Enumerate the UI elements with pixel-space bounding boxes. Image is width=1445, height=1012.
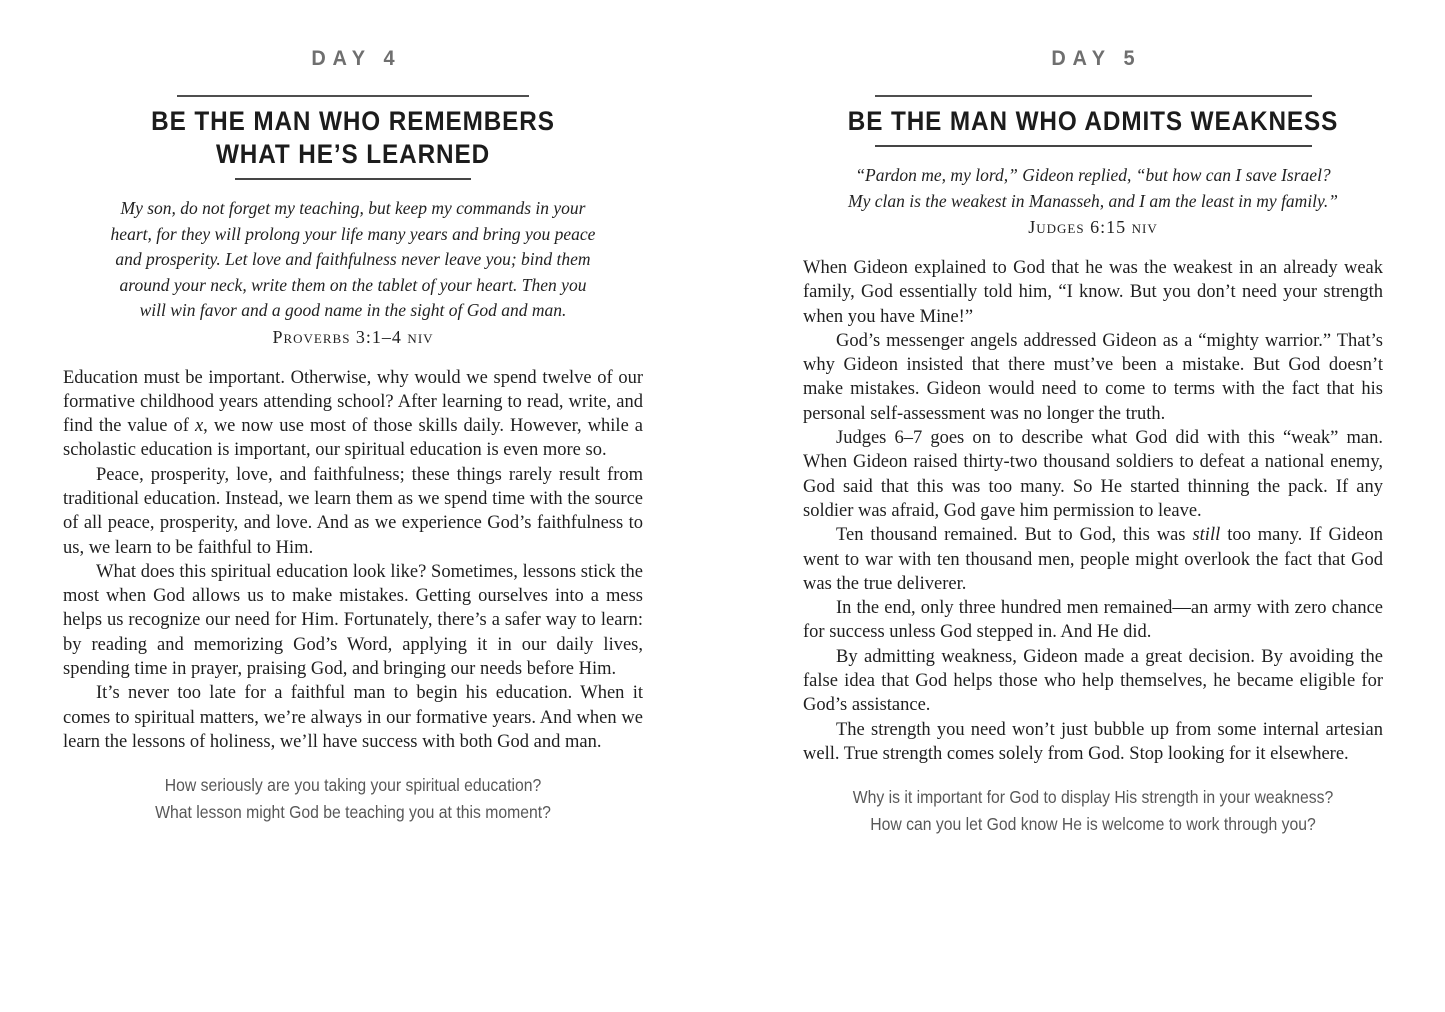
- scripture-quote: [63, 196, 643, 324]
- chapter-title: [92, 105, 614, 171]
- reflection-questions: [832, 784, 1354, 838]
- reflection-questions: [92, 772, 614, 826]
- scripture-reference: Judges 6:15 niv: [1028, 217, 1158, 237]
- title-line: BE THE MAN WHO ADMITS WEAKNESS: [847, 106, 1339, 136]
- body-paragraph: Ten thousand remained. But to God, this was still too many. If Gideon went to war with ten thousand men, people might overlook the fact that God was the true deliverer.: [803, 525, 1383, 594]
- scripture-reference: Proverbs 3:1–4 niv: [272, 326, 434, 347]
- page-content: [803, 46, 1383, 838]
- question-line: How can you let God know He is welcome to work through you?: [870, 814, 1316, 835]
- title-line: WHAT HE’S LEARNED: [215, 139, 491, 169]
- body-paragraph: When Gideon explained to God that he was the weakest in an already weak family, God essentially told him, “I know. But you don’t need your strength when you have Mine!”: [803, 258, 1383, 327]
- day-label: DAY 5: [1051, 47, 1142, 70]
- header-rule: [875, 95, 1312, 97]
- body-paragraph: Peace, prosperity, love, and faithfulness; these things rarely result from traditional education. Instead, we learn them as we spend time with the source of all peace, prosperity, and love. And as we experience God’s faithfulness to us, we learn to be faithful to Him.: [63, 464, 643, 558]
- chapter-title: [832, 105, 1354, 138]
- scripture-line: and prosperity. Let love and faithfulness never leave you; bind them: [115, 249, 591, 269]
- page-content: [63, 46, 643, 826]
- scripture-quote: [803, 163, 1383, 214]
- day-label: DAY 4: [311, 47, 402, 70]
- body-paragraph: By admitting weakness, Gideon made a great decision. By avoiding the false idea that God helps those who help themselves, he became eligible for God’s assistance.: [803, 646, 1383, 716]
- header-rule: [177, 95, 529, 97]
- page-day-5: [722, 0, 1444, 1012]
- devotional-body: [63, 366, 643, 755]
- page-day-4: [0, 0, 722, 1012]
- body-paragraph: In the end, only three hundred men remained—an army with zero chance for success unless God stepped in. And He did.: [803, 598, 1383, 643]
- body-paragraph: What does this spiritual education look like? Sometimes, lessons stick the most when God allows us to make mistakes. Getting ourselves into a mess helps us recognize our need for Him. Fortunately, there’s a safer way to learn: by reading and memorizing God’s Word, applying it in our daily lives, spending time in prayer, praising God, and bringing our needs before Him.: [63, 561, 643, 680]
- question-line: Why is it important for God to display His strength in your weakness?: [852, 787, 1334, 808]
- scripture-line: will win favor and a good name in the sight of God and man.: [139, 300, 567, 320]
- scripture-line: My clan is the weakest in Manasseh, and I am the least in my family.”: [848, 190, 1338, 211]
- body-paragraph: It’s never too late for a faithful man to begin his education. When it comes to spiritual matters, we’re always in our formative years. And when we learn the lessons of holiness, we’ll have success with both God and man.: [63, 683, 643, 752]
- body-paragraph: God’s messenger angels addressed Gideon as a “mighty warrior.” That’s why Gideon insisted that there must’ve been a mistake. But God doesn’t make mistakes. Gideon would need to come to terms with the fact that his personal self-assessment was no longer the truth.: [803, 330, 1383, 424]
- title-underline-rule: [235, 178, 471, 180]
- body-paragraph: Judges 6–7 goes on to describe what God did with this “weak” man. When Gideon raised thirty-two thousand soldiers to defeat a national enemy, God said that this was too many. So He started thinning the pack. If any soldier was afraid, God gave him permission to leave.: [803, 428, 1383, 521]
- title-line: BE THE MAN WHO REMEMBERS: [151, 106, 555, 136]
- question-line: What lesson might God be teaching you at this moment?: [155, 802, 551, 823]
- body-paragraph: Education must be important. Otherwise, why would we spend twelve of our formative childhood years attending school? After learning to read, write, and find the value of x, we now use most of those skills daily. However, while a scholastic education is important, our spiritual education is even more so.: [63, 367, 644, 461]
- scripture-line: around your neck, write them on the tablet of your heart. Then you: [119, 274, 587, 295]
- devotional-body: [803, 256, 1383, 766]
- scripture-line: “Pardon me, my lord,” Gideon replied, “but how can I save Israel?: [855, 165, 1331, 185]
- scripture-line: My son, do not forget my teaching, but keep my commands in your: [120, 198, 586, 218]
- body-paragraph: The strength you need won’t just bubble up from some internal artesian well. True strength comes solely from God. Stop looking for it elsewhere.: [803, 719, 1383, 764]
- question-line: How seriously are you taking your spiritual education?: [164, 775, 542, 796]
- title-underline-rule: [875, 145, 1312, 147]
- scripture-line: heart, for they will prolong your life many years and bring you peace: [110, 223, 596, 244]
